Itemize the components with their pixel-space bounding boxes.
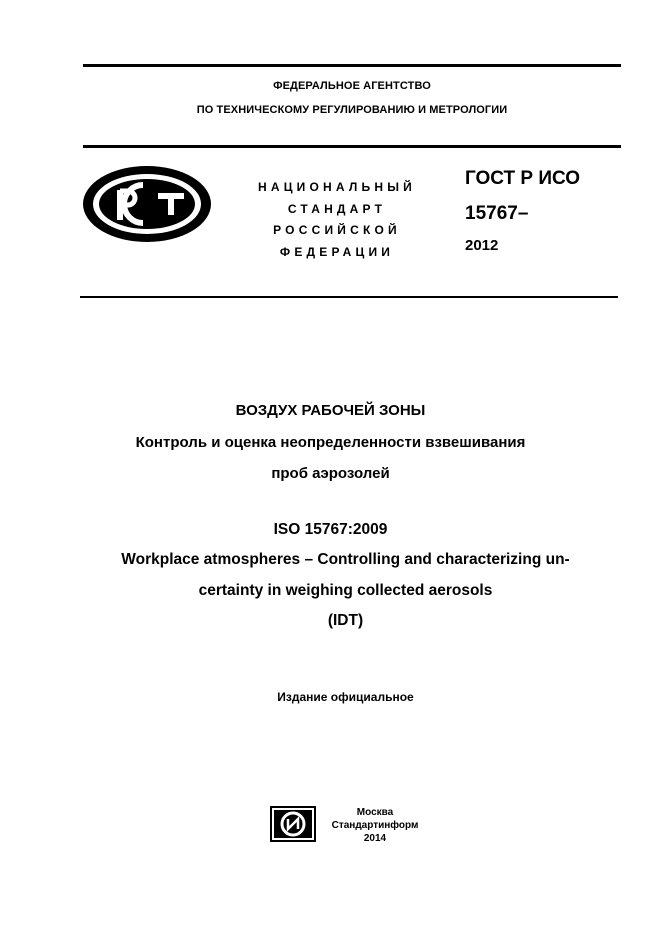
edition-label: Издание официальное bbox=[277, 690, 414, 704]
title-en-line-2: certainty in weighing collected aerosols bbox=[198, 582, 493, 599]
standard-type-line-4: ФЕДЕРАЦИИ bbox=[279, 245, 395, 259]
idt-mark: (IDT) bbox=[327, 612, 364, 629]
title-ru-sub-2: проб аэрозолей bbox=[271, 465, 390, 482]
designation-line-1: ГОСТ Р ИСО bbox=[465, 168, 581, 189]
title-ru-main: ВОЗДУХ РАБОЧЕЙ ЗОНЫ bbox=[235, 402, 426, 419]
publisher-city: Москва bbox=[356, 807, 394, 818]
publisher-name: Стандартинформ bbox=[331, 820, 419, 831]
standard-type-line-2: СТАНДАРТ bbox=[287, 202, 387, 216]
designation-rule bbox=[80, 296, 618, 298]
title-ru-sub-1: Контроль и оценка неопределенности взвешивания bbox=[135, 434, 526, 451]
rst-logo-icon bbox=[80, 163, 214, 245]
publisher-year: 2014 bbox=[363, 833, 387, 844]
agency-line-2: ПО ТЕХНИЧЕСКОМУ РЕГУЛИРОВАНИЮ И МЕТРОЛОГИИ bbox=[196, 104, 508, 116]
title-en-line-1: Workplace atmospheres – Controlling and characterizing un- bbox=[121, 551, 570, 568]
designation-line-2: 15767– bbox=[465, 203, 529, 224]
standard-type-line-3: РОССИЙСКОЙ bbox=[273, 223, 401, 237]
standartinform-logo-icon bbox=[270, 806, 316, 842]
top-rule bbox=[83, 64, 621, 67]
header-rule bbox=[83, 145, 621, 148]
agency-line-1: ФЕДЕРАЛЬНОЕ АГЕНТСТВО bbox=[273, 80, 431, 92]
iso-designation: ISO 15767:2009 bbox=[273, 521, 388, 538]
designation-year: 2012 bbox=[465, 237, 499, 254]
standard-type-line-1: НАЦИОНАЛЬНЫЙ bbox=[257, 180, 417, 194]
